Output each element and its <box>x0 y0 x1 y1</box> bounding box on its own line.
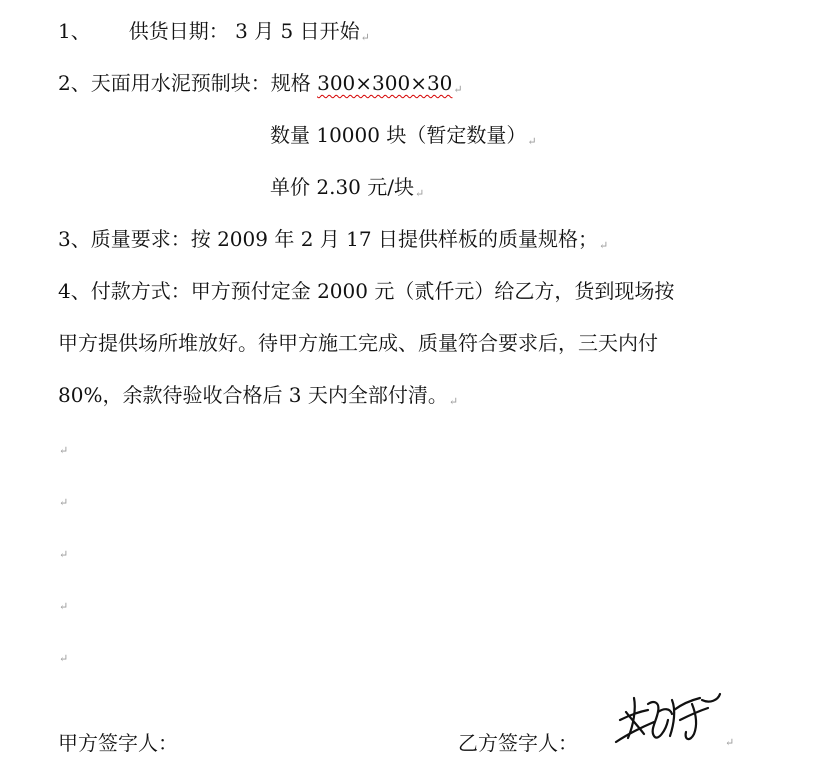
item-4-payment-line-3 <box>58 382 458 415</box>
empty-paragraph-mark-icon: ↵ <box>59 444 69 457</box>
party-a-label-text: 甲方签字人： <box>58 731 178 755</box>
item-4-text-3: 80%，余款待验收合格后 3 天内全部付清。 <box>58 383 448 407</box>
item-4-payment-line-1 <box>58 278 674 304</box>
item-3-text: 3、质量要求：按 2009 年 2 月 17 日提供样板的质量规格； <box>58 227 598 251</box>
paragraph-mark-icon: ↵ <box>598 239 609 252</box>
handwritten-signature <box>614 690 722 750</box>
item-1-number: 1、 <box>58 19 91 43</box>
paragraph-mark-icon: ↵ <box>360 31 370 44</box>
item-4-text-1: 4、付款方式：甲方预付定金 2000 元（贰仟元）给乙方，货到现场按 <box>58 279 675 303</box>
empty-paragraph-mark-icon: ↵ <box>59 548 69 561</box>
item-3-quality <box>58 226 608 259</box>
spec-value: 300×300×30 <box>317 71 453 95</box>
paragraph-mark-icon: ↵ <box>453 83 463 96</box>
item-2-specification <box>58 70 463 103</box>
party-a-signature-label <box>58 730 178 756</box>
item-2-text: 2、天面用水泥预制块：规格 <box>58 71 318 95</box>
item-1-text: 供货日期： 3 月 5 日开始 <box>128 19 360 43</box>
item-4-text-2: 甲方提供场所堆放好。待甲方施工完成、质量符合要求后，三天内付 <box>58 331 658 355</box>
item-1-delivery-date <box>58 18 370 51</box>
party-b-signature-label <box>458 730 578 756</box>
unit-price-text: 单价 2.30 元/块 <box>270 175 414 199</box>
empty-paragraph-mark-icon: ↵ <box>59 600 69 613</box>
party-b-label-text: 乙方签字人： <box>458 731 578 755</box>
unit-price-line <box>270 174 424 207</box>
quantity-text: 数量 10000 块（暂定数量） <box>270 123 527 147</box>
paragraph-mark-icon: ↵ <box>725 736 735 749</box>
item-4-payment-line-2 <box>58 330 658 356</box>
paragraph-mark-icon: ↵ <box>448 395 459 408</box>
paragraph-mark-icon: ↵ <box>527 135 537 148</box>
paragraph-mark-icon: ↵ <box>414 187 425 200</box>
empty-paragraph-mark-icon: ↵ <box>59 496 69 509</box>
empty-paragraph-mark-icon: ↵ <box>59 652 69 665</box>
quantity-line <box>270 122 537 155</box>
